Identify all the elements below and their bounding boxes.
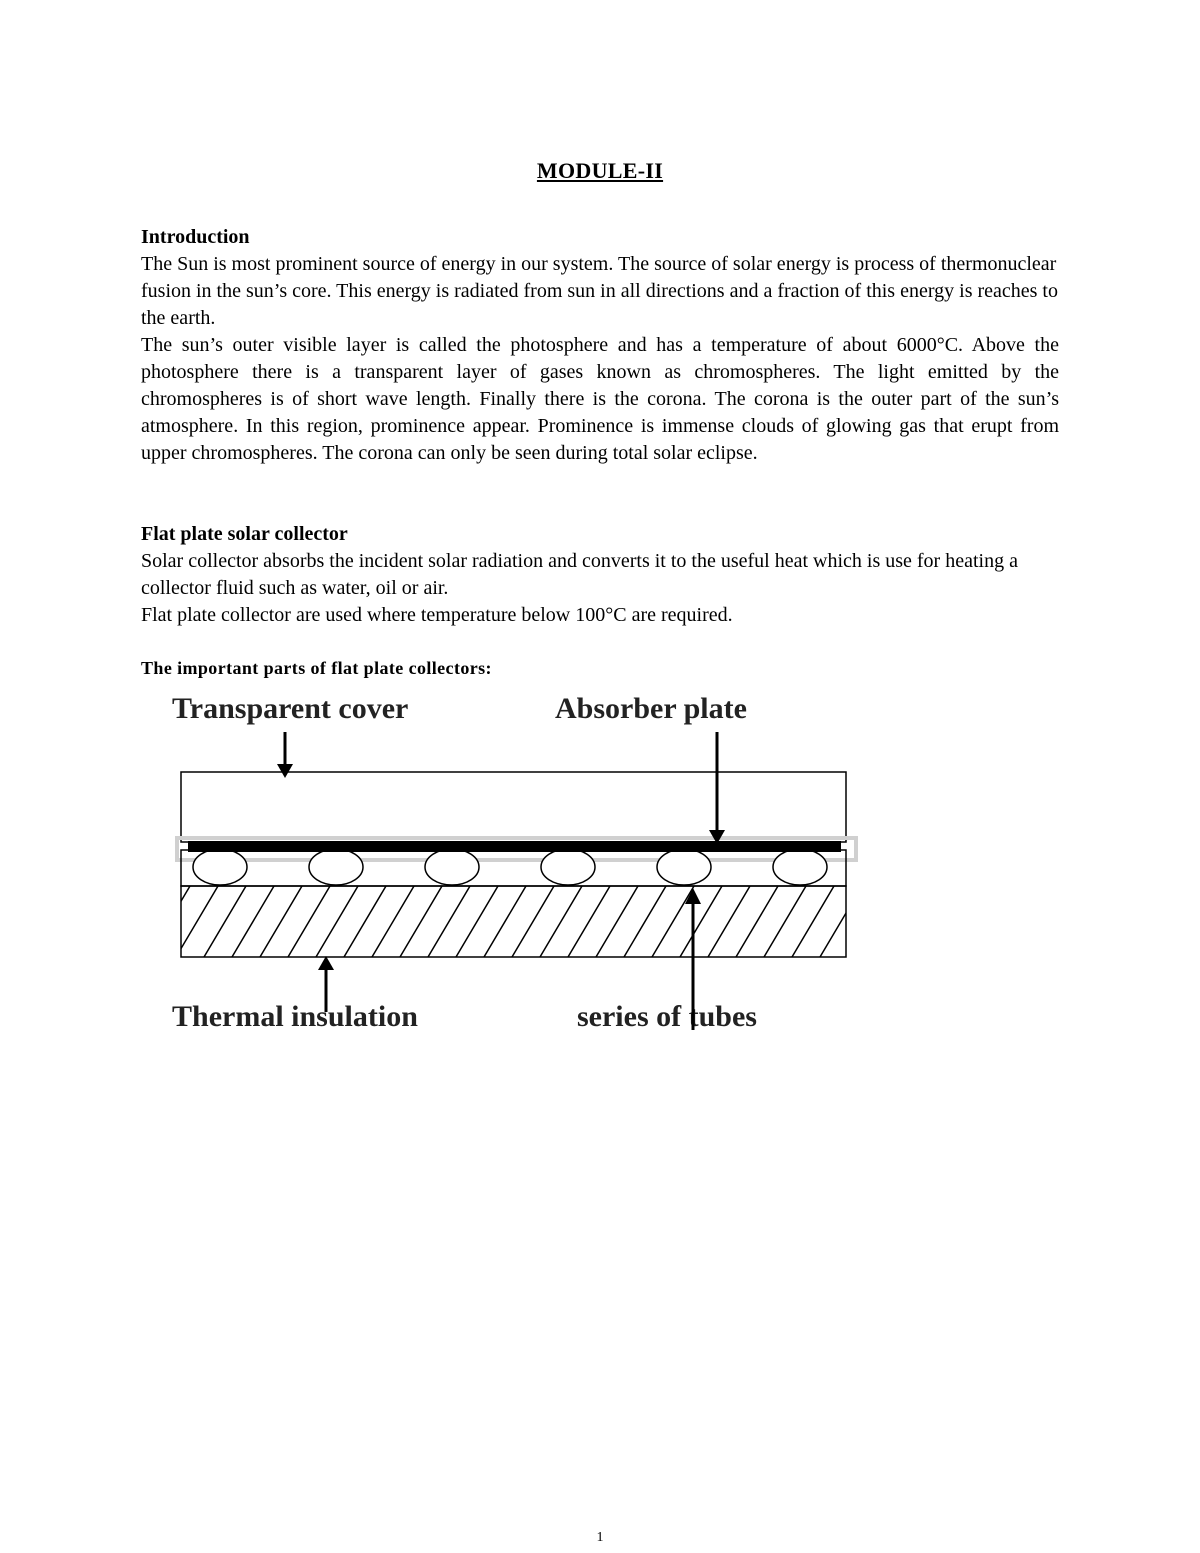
- introduction-paragraph-2: The sun’s outer visible layer is called the photosphere and has a temperature of about 6000°C. Above the photosphere there is a transparent layer of gases known as chromospheres. The light emitted by the chromospheres is of short wave length. Finally there is the corona. The corona is the outer part of the sun’s atmosphere. In this region, prominence appear. Prominence is immense clouds of glowing gas that erupt from upper chromospheres. The corona can only be seen during total solar eclipse.: [141, 334, 1059, 464]
- hatch-line: [372, 886, 414, 957]
- introduction-paragraph-1: The Sun is most prominent source of energy in our system. The source of solar energy is process of thermonuclear fusion in the sun’s core. This energy is radiated from sun in all directions and a fraction of this energy is reaches to the earth.: [141, 253, 1058, 329]
- hatch-line: [624, 886, 666, 957]
- hatch-line: [204, 886, 246, 957]
- hatch-line: [232, 886, 274, 957]
- arrow-transparent-cover-head: [277, 764, 293, 778]
- tube: [773, 849, 827, 885]
- tube-layer: [181, 850, 846, 886]
- hatch-line: [176, 886, 218, 957]
- hatch-line: [680, 886, 722, 957]
- collector-drawing: [160, 690, 880, 1050]
- introduction-section: [141, 224, 1059, 467]
- hatch-line: [512, 886, 554, 957]
- label-thermal-insulation: Thermal insulation: [172, 1000, 418, 1033]
- page-title: MODULE-II: [536, 158, 664, 183]
- label-absorber-plate: Absorber plate: [555, 692, 747, 725]
- page-number: 1: [596, 1530, 604, 1545]
- tube: [425, 849, 479, 885]
- tube: [657, 849, 711, 885]
- flat-plate-collector-diagram: [160, 690, 880, 1050]
- tube: [193, 849, 247, 885]
- flat-plate-heading: Flat plate solar collector: [141, 523, 348, 545]
- arrow-thermal-insulation-head: [318, 956, 334, 970]
- hatch-line: [160, 886, 190, 957]
- hatch-line: [736, 886, 778, 957]
- parts-heading: The important parts of flat plate collectors:: [141, 658, 492, 678]
- hatch-line: [400, 886, 442, 957]
- hatch-line: [344, 886, 386, 957]
- tubes-group: [193, 849, 827, 885]
- tube: [309, 849, 363, 885]
- label-series-of-tubes: series of tubes: [577, 1000, 757, 1033]
- hatch-line: [820, 886, 862, 957]
- hatch-line: [596, 886, 638, 957]
- transparent-cover: [181, 772, 846, 842]
- label-transparent-cover: Transparent cover: [172, 692, 409, 725]
- hatch-line: [288, 886, 330, 957]
- hatch-line: [708, 886, 750, 957]
- hatch-line: [792, 886, 834, 957]
- insulation-hatch: [160, 886, 862, 957]
- hatch-line: [540, 886, 582, 957]
- hatch-line: [428, 886, 470, 957]
- hatch-line: [568, 886, 610, 957]
- hatch-line: [260, 886, 302, 957]
- tube: [541, 849, 595, 885]
- absorber-plate: [188, 841, 841, 852]
- hatch-line: [652, 886, 694, 957]
- flat-plate-section: [141, 521, 1059, 629]
- hatch-line: [316, 886, 358, 957]
- hatch-line: [456, 886, 498, 957]
- hatch-line: [764, 886, 806, 957]
- flat-plate-paragraph-2: Flat plate collector are used where temperature below 100°C are required.: [141, 604, 733, 626]
- flat-plate-paragraph-1: Solar collector absorbs the incident solar radiation and converts it to the useful heat which is use for heating a collector fluid such as water, oil or air.: [141, 550, 1018, 599]
- hatch-line: [484, 886, 526, 957]
- introduction-heading: Introduction: [141, 226, 250, 248]
